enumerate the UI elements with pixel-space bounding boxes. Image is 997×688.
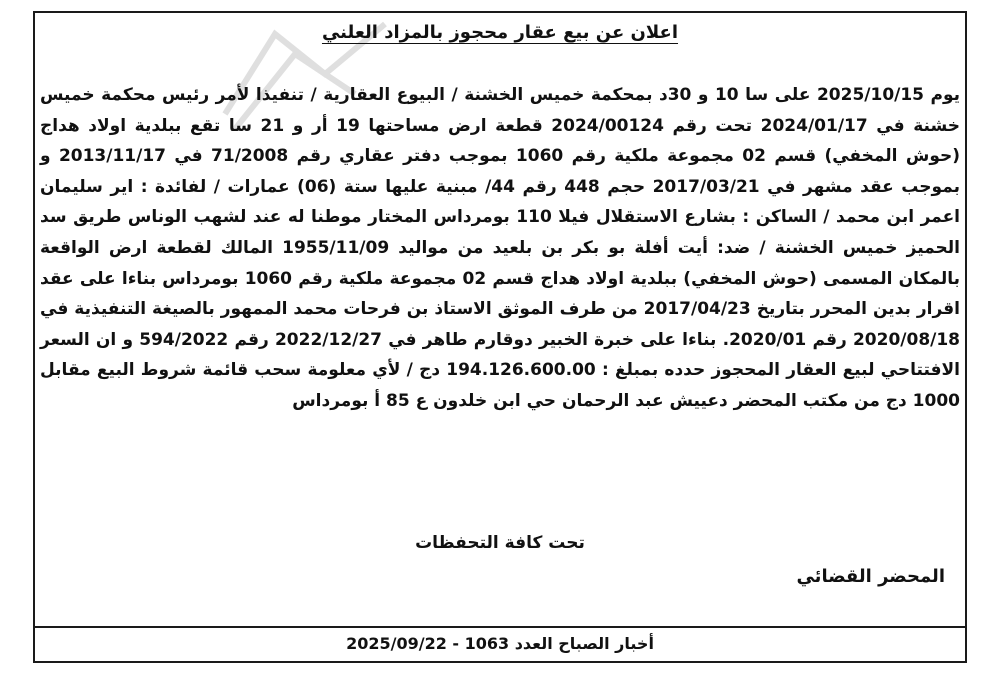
bailiff-signature: المحضر القضائي: [796, 566, 945, 587]
notice-body: يوم 2025/10/15 على سا 10 و 30د بمحكمة خميس الخشنة / البيوع العقارية / تنفيذا لأمر رئيس محكمة خميس خشنة في 2024/01/17 تحت رقم 2024/00124 قطعة ارض مساحتها 19 أر و 21 سا تقع ببلدية اولاد هداج (حوش المخفي) قسم 02 مجموعة ملكية رقم 1060 بموجب دفتر عقاري رقم 71/2008 في 2013/11/17 و بموجب عقد مشهر في 2017/03/21 حجم 448 رقم 44/ مبنية عليها ستة (06) عمارات / لفائدة : اير سليمان اعمر ابن محمد / الساكن : بشارع الاستقلال فيلا 110 بومرداس المختار موطنا له عند لشهب الوناس طريق سد الحميز خميس الخشنة / ضد: أيت أفلة بو بكر بن بلعيد من مواليد 1955/11/09 المالك لقطعة ارض الواقعة بالمكان المسمى (حوش المخفي) ببلدية اولاد هداج قسم 02 مجموعة ملكية رقم 1060 بومرداس بناءا على عقد اقرار بدين المحرر بتاريخ 2017/04/23 من طرف الموثق الاستاذ بن فرحات محمد الممهور بالصيغة التنفيذية في 2020/08/18 رقم 2020/01. بناءا على خبرة الخبير دوقارم طاهر في 2022/12/27 رقم 594/2022 و ان السعر الافتتاحي لبيع العقار المحجوز حدده بمبلغ : 194.126.600.00 دج / لأي معلومة سحب قائمة شروط البيع مقابل 1000 دج من مكتب المحضر دعييش عبد الرحمان حي ابن خلدون ع 85 أ بومرداس: [40, 85, 961, 411]
reservation-clause: تحت كافة التحفظات: [415, 533, 585, 553]
footer-divider: [33, 626, 967, 628]
notice-title: [33, 22, 967, 43]
notice-title-text: اعلان عن بيع عقار محجوز بالمزاد العلني: [321, 22, 679, 43]
publication-footer: أخبار الصباح العدد 1063 - 2025/09/22: [346, 634, 654, 653]
